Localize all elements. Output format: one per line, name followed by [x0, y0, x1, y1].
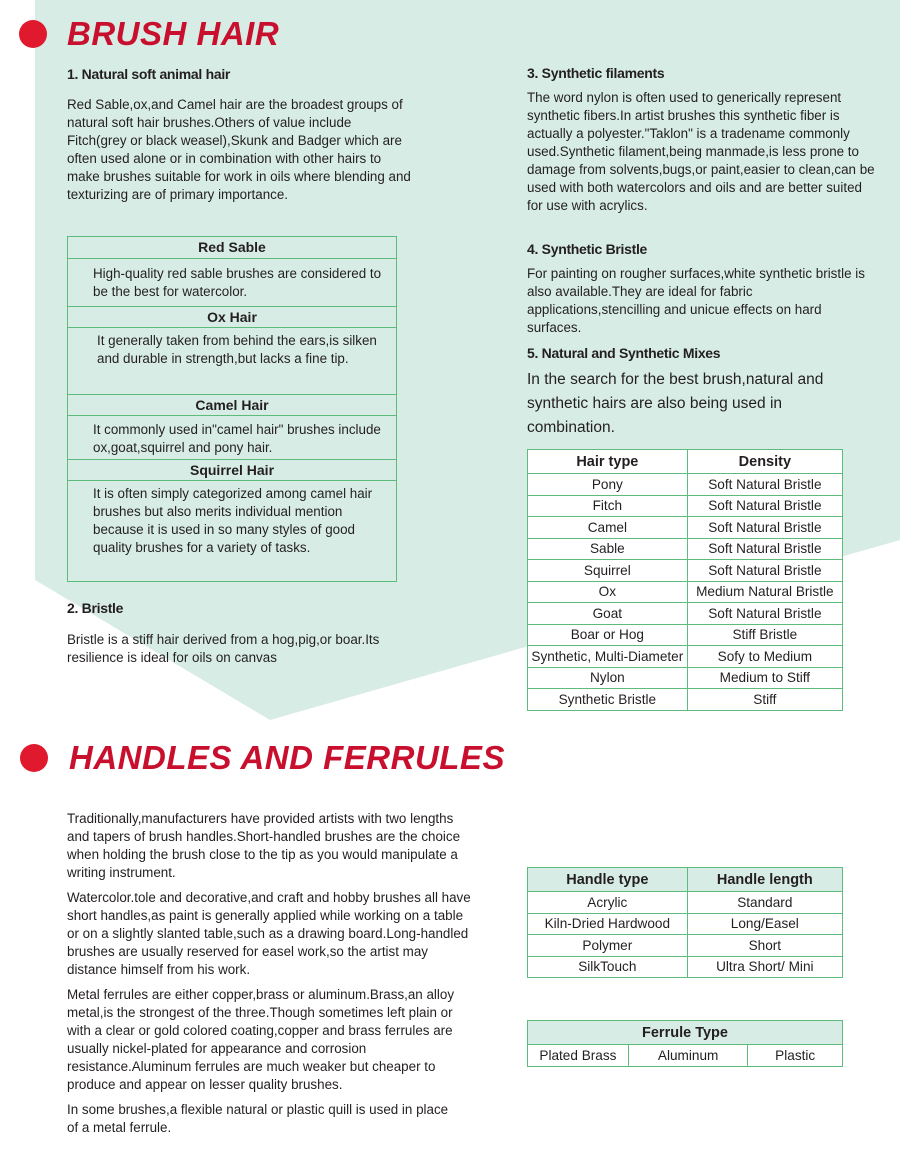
- handle-length-cell: Short: [687, 935, 842, 957]
- ferrule-type-table: [527, 1020, 843, 1067]
- density-cell: Stiff Bristle: [687, 624, 842, 646]
- hair-type-cell: Pony: [528, 474, 688, 496]
- table-row: [528, 956, 843, 978]
- table-header-row: [528, 1021, 843, 1045]
- definition-text-camel-hair: It commonly used in"camel hair" brushes include ox,goat,squirrel and pony hair.: [93, 422, 381, 455]
- hair-type-cell: Boar or Hog: [528, 624, 688, 646]
- density-cell: Medium to Stiff: [687, 667, 842, 689]
- table-row: [528, 517, 843, 539]
- hair-density-table: [527, 449, 843, 711]
- ferrule-type-cell: Aluminum: [628, 1045, 748, 1067]
- density-cell: Soft Natural Bristle: [687, 495, 842, 517]
- column-header-handle-type: Handle type: [528, 868, 688, 892]
- bristle-heading: 2. Bristle: [67, 600, 124, 616]
- table-row: [528, 892, 843, 914]
- table-header-row: [528, 450, 843, 474]
- table-row: [528, 646, 843, 668]
- hair-type-cell: Ox: [528, 581, 688, 603]
- density-cell: Soft Natural Bristle: [687, 474, 842, 496]
- ferrule-type-cell: Plated Brass: [528, 1045, 629, 1067]
- definition-heading-camel-hair: Camel Hair: [68, 394, 396, 416]
- ferrule-type-cell: Plastic: [748, 1045, 843, 1067]
- synthetic-filaments-paragraph: The word nylon is often used to generically represent synthetic fibers.In artist brushes this synthetic fiber is actually a polyester."Taklon" is a tradename commonly used.Synthetic filament,being manmade,is less prone to damage from solvents,bugs,or paint,easier to clean,can be used with both watercolors and oils and are better suited for use with acrylics.: [527, 90, 875, 213]
- definition-heading-red-sable: Red Sable: [68, 237, 396, 259]
- natural-hair-heading: 1. Natural soft animal hair: [67, 66, 231, 82]
- handle-length-cell: Ultra Short/ Mini: [687, 956, 842, 978]
- hair-type-cell: Nylon: [528, 667, 688, 689]
- density-cell: Soft Natural Bristle: [687, 538, 842, 560]
- handle-length-cell: Standard: [687, 892, 842, 914]
- table-row: [528, 935, 843, 957]
- mixes-paragraph: In the search for the best brush,natural and synthetic hairs are also being used in combination.: [527, 371, 824, 436]
- column-header-ferrule-type: Ferrule Type: [528, 1021, 843, 1045]
- hair-type-cell: Synthetic, Multi-Diameter: [528, 646, 688, 668]
- handles-paragraph-3: Metal ferrules are either copper,brass or aluminum.Brass,an alloy metal,is the strongest of the three.Though sometimes left plain or with a clear or gold colored coating,copper and brass ferrules are usually nickel-plated for appearance and corrosion resistance.Aluminum ferrules are much weaker but cheaper to produce and appear on lesser quality brushes.: [67, 987, 455, 1092]
- density-cell: Stiff: [687, 689, 842, 711]
- definition-text-ox-hair: It generally taken from behind the ears,is silken and durable in strength,but lacks a fine tip.: [97, 333, 377, 366]
- density-cell: Soft Natural Bristle: [687, 560, 842, 582]
- density-cell: Medium Natural Bristle: [687, 581, 842, 603]
- hair-type-cell: Sable: [528, 538, 688, 560]
- hair-type-cell: Synthetic Bristle: [528, 689, 688, 711]
- table-row: [528, 474, 843, 496]
- handles-paragraph-4: In some brushes,a flexible natural or plastic quill is used in place of a metal ferrule.: [67, 1102, 449, 1135]
- definition-text-red-sable: High-quality red sable brushes are considered to be the best for watercolor.: [93, 266, 382, 299]
- table-header-row: [528, 868, 843, 892]
- table-row: [528, 538, 843, 560]
- table-row: [528, 581, 843, 603]
- hair-type-cell: Goat: [528, 603, 688, 625]
- definition-heading-squirrel-hair: Squirrel Hair: [68, 459, 396, 481]
- handle-type-cell: Polymer: [528, 935, 688, 957]
- table-row: [528, 667, 843, 689]
- table-row: [528, 689, 843, 711]
- column-header-density: Density: [687, 450, 842, 474]
- hair-definitions-box: [67, 236, 397, 582]
- bristle-paragraph: Bristle is a stiff hair derived from a hog,pig,or boar.Its resilience is ideal for oils on canvas: [67, 632, 380, 665]
- handle-length-table: [527, 867, 843, 978]
- handle-type-cell: SilkTouch: [528, 956, 688, 978]
- table-row: [528, 603, 843, 625]
- density-cell: Soft Natural Bristle: [687, 603, 842, 625]
- synthetic-bristle-paragraph: For painting on rougher surfaces,white synthetic bristle is also available.They are ideal for fabric applications,stencilling and unicue effects on hard surfaces.: [527, 266, 865, 335]
- table-row: [528, 624, 843, 646]
- mixes-heading: 5. Natural and Synthetic Mixes: [527, 345, 721, 361]
- synthetic-bristle-heading: 4. Synthetic Bristle: [527, 241, 648, 257]
- hair-type-cell: Squirrel: [528, 560, 688, 582]
- table-row: [528, 1045, 843, 1067]
- handle-type-cell: Acrylic: [528, 892, 688, 914]
- definition-heading-ox-hair: Ox Hair: [68, 306, 396, 328]
- column-header-hair-type: Hair type: [528, 450, 688, 474]
- table-row: [528, 495, 843, 517]
- column-header-handle-length: Handle length: [687, 868, 842, 892]
- synthetic-filaments-heading: 3. Synthetic filaments: [527, 65, 665, 81]
- table-row: [528, 560, 843, 582]
- handles-paragraph-2: Watercolor.tole and decorative,and craft and hobby brushes all have short handles,as paint is generally applied while working on a table or on a slightly slanted table,such as a drawing board.Long-handled brushes are usually reserved for easel work,so the artist may distance himself from his work.: [67, 890, 471, 977]
- hair-type-cell: Camel: [528, 517, 688, 539]
- handles-paragraph-1: Traditionally,manufacturers have provided artists with two lengths and tapers of brush handles.Short-handled brushes are the choice when holding the brush close to the tip as you would manipulate a writing instrument.: [67, 811, 461, 880]
- natural-hair-paragraph: Red Sable,ox,and Camel hair are the broadest groups of natural soft hair brushes.Others of value include Fitch(grey or black weasel),Skunk and Badger which are often used alone or in combination with other hairs to make brushes suitable for work in oils where blending and texturizing are of primary importance.: [67, 97, 411, 202]
- handle-length-cell: Long/Easel: [687, 913, 842, 935]
- section-bullet-dot: [20, 744, 48, 772]
- density-cell: Soft Natural Bristle: [687, 517, 842, 539]
- definition-text-squirrel-hair: It is often simply categorized among camel hair brushes but also merits individual mention because it is used in so many styles of good quality brushes for a variety of tasks.: [93, 486, 373, 555]
- section-title-brush-hair: BRUSH HAIR: [67, 15, 280, 52]
- section-bullet-dot: [19, 20, 47, 48]
- handle-type-cell: Kiln-Dried Hardwood: [528, 913, 688, 935]
- hair-type-cell: Fitch: [528, 495, 688, 517]
- table-row: [528, 913, 843, 935]
- density-cell: Sofy to Medium: [687, 646, 842, 668]
- section-title-handles-ferrules: HANDLES AND FERRULES: [69, 739, 505, 776]
